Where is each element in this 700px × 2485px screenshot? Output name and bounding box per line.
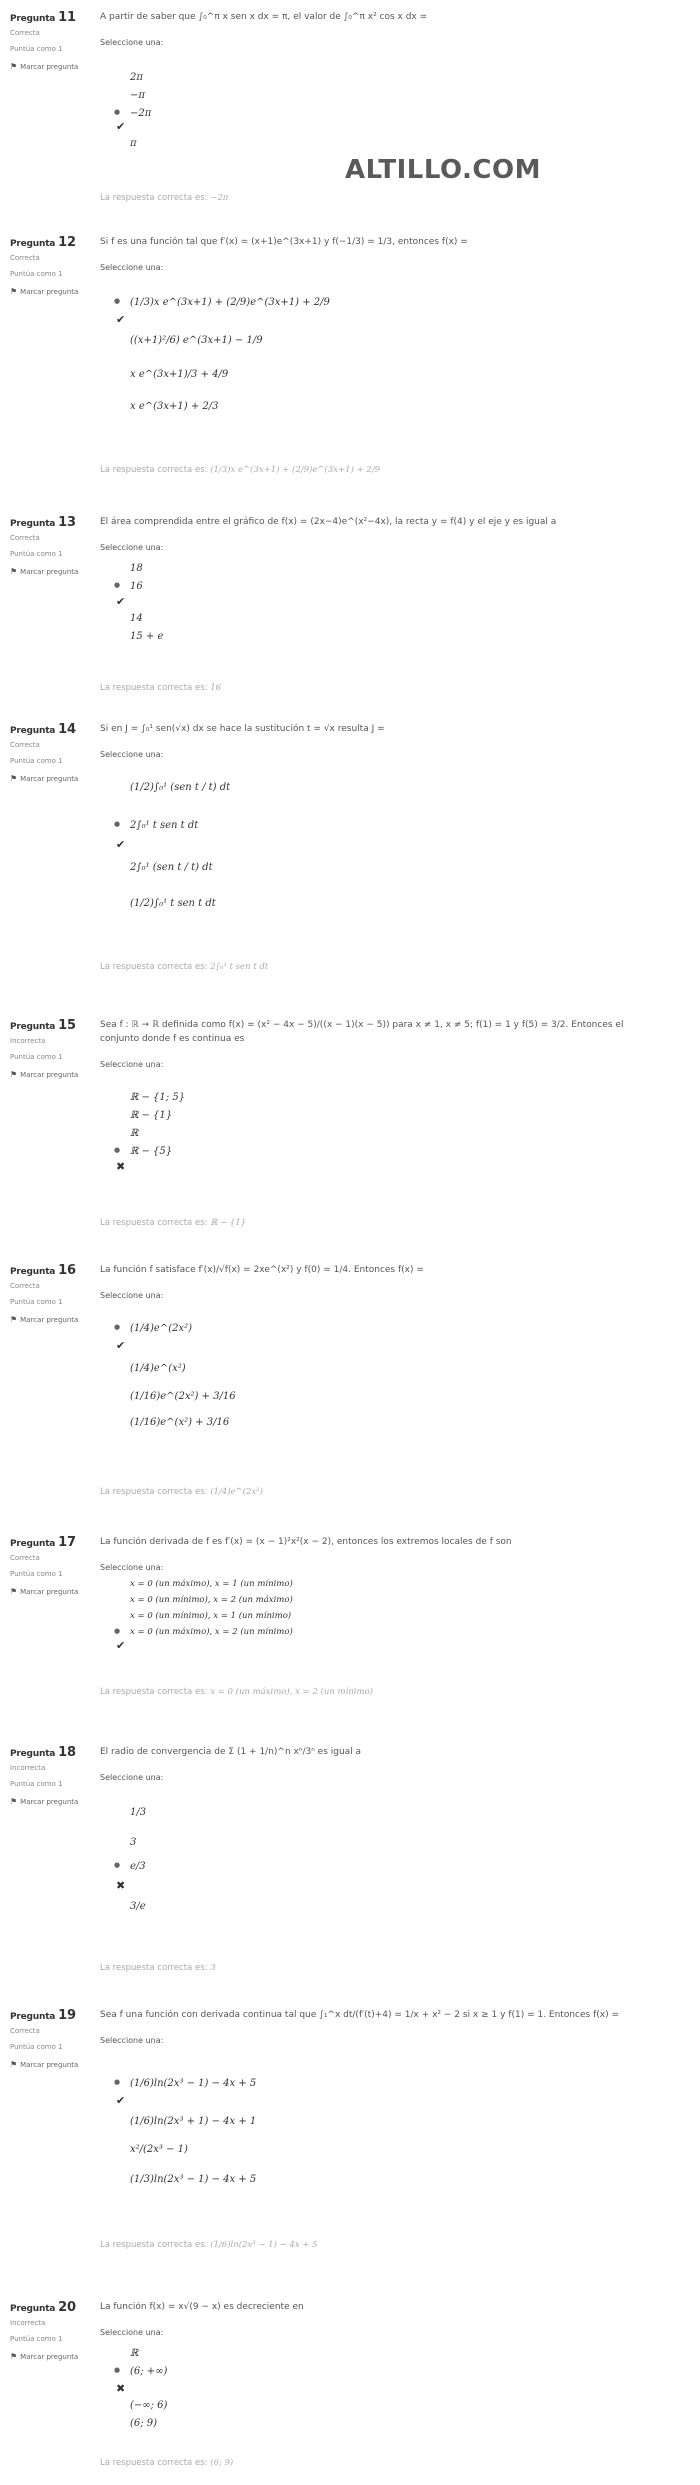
flag-icon: ⚑	[10, 567, 18, 576]
correct-answer: La respuesta correcta es: x = 0 (un máximo), x = 2 (un mínimo)	[100, 1687, 373, 1697]
option-d[interactable]: ● ℝ − {5}	[114, 1146, 173, 1157]
option-d[interactable]: 15 + e	[130, 631, 164, 642]
flag-question-button[interactable]: ⚑ Marcar pregunta	[10, 1587, 79, 1596]
question-status: Incorrecta	[10, 1037, 46, 1045]
correct-answer: La respuesta correcta es: (1/6)ln(2x³ − 1) − 4x + 5	[100, 2240, 318, 2250]
select-label: Seleccione una:	[100, 263, 164, 272]
check-icon: ✔	[116, 120, 126, 133]
question-text: Si en J = ∫₀¹ sen(√x) dx se hace la sustitución t = √x resulta J =	[100, 724, 385, 734]
option-c[interactable]: 14	[130, 613, 143, 624]
question-points: Puntúa como 1	[10, 2335, 63, 2343]
question-number: Pregunta 18	[10, 1745, 76, 1760]
question-status: Correcta	[10, 1554, 40, 1562]
option-b[interactable]: ● (6; +∞)	[114, 2366, 168, 2377]
radio-selected-icon: ●	[114, 1323, 121, 1331]
check-icon: ✔	[116, 2094, 126, 2107]
option-b[interactable]: ((x+1)²/6) e^(3x+1) − 1/9	[130, 335, 263, 346]
question-number: Pregunta 20	[10, 2300, 76, 2315]
select-label: Seleccione una:	[100, 2036, 164, 2045]
correct-answer: La respuesta correcta es: (6; 9)	[100, 2458, 234, 2468]
option-a[interactable]: ℝ − {1; 5}	[130, 1092, 186, 1103]
flag-icon: ⚑	[10, 774, 18, 783]
correct-answer: La respuesta correcta es: ℝ − {1}	[100, 1218, 247, 1228]
question-status: Incorrecta	[10, 2319, 46, 2327]
cross-icon: ✖	[116, 1879, 126, 1892]
question-number: Pregunta 15	[10, 1018, 76, 1033]
option-c[interactable]: (1/16)e^(2x²) + 3/16	[130, 1391, 236, 1402]
question-text: A partir de saber que ∫₀^π x sen x dx = π, el valor de ∫₀^π x² cos x dx =	[100, 12, 428, 22]
select-label: Seleccione una:	[100, 1563, 164, 1572]
question-points: Puntúa como 1	[10, 2043, 63, 2051]
question-number: Pregunta 11	[10, 10, 76, 25]
question-points: Puntúa como 1	[10, 550, 63, 558]
check-icon: ✔	[116, 595, 126, 608]
option-d[interactable]: (6; 9)	[130, 2418, 158, 2429]
question-points: Puntúa como 1	[10, 757, 63, 765]
question-info	[10, 10, 95, 71]
option-c[interactable]: ● e/3	[114, 1861, 146, 1872]
option-c[interactable]: (−∞; 6)	[130, 2400, 168, 2411]
select-label: Seleccione una:	[100, 1060, 164, 1069]
correct-answer: La respuesta correcta es: (1/3)x e^(3x+1) + (2/9)e^(3x+1) + 2/9	[100, 465, 381, 475]
correct-answer: La respuesta correcta es: (1/4)e^(2x²)	[100, 1487, 263, 1497]
flag-question-button[interactable]: ⚑ Marcar pregunta	[10, 774, 79, 783]
flag-question-button[interactable]: ⚑ Marcar pregunta	[10, 62, 79, 71]
cross-icon: ✖	[116, 1160, 126, 1173]
question-points: Puntúa como 1	[10, 1570, 63, 1578]
question-status: Correcta	[10, 2027, 40, 2035]
correct-answer: La respuesta correcta es: 3	[100, 1963, 216, 1973]
flag-icon: ⚑	[10, 62, 18, 71]
option-c[interactable]: ● −2π	[114, 108, 152, 119]
question-text: Si f es una función tal que f′(x) = (x+1)e^(3x+1) y f(−1/3) = 1/3, entonces f(x) =	[100, 237, 468, 247]
flag-icon: ⚑	[10, 1070, 18, 1079]
option-d[interactable]: x e^(3x+1) + 2/3	[130, 401, 219, 412]
question-text: La función f satisface f′(x)/√f(x) = 2xe^(x²) y f(0) = 1/4. Entonces f(x) =	[100, 1265, 424, 1275]
option-d[interactable]: (1/2)∫₀¹ t sen t dt	[130, 898, 216, 909]
question-number: Pregunta 13	[10, 515, 76, 530]
option-c[interactable]: ℝ	[130, 1128, 139, 1139]
question-points: Puntúa como 1	[10, 270, 63, 278]
option-a[interactable]: ℝ	[130, 2348, 139, 2359]
question-status: Correcta	[10, 1282, 40, 1290]
option-d[interactable]: π	[130, 138, 137, 149]
cross-icon: ✖	[116, 2382, 126, 2395]
check-icon: ✔	[116, 838, 126, 851]
option-c[interactable]: x²/(2x³ − 1)	[130, 2144, 188, 2155]
watermark: ALTILLO.COM	[345, 155, 541, 185]
question-text: La función derivada de f es f′(x) = (x − 1)²x²(x − 2), entonces los extremos locales de f son	[100, 1537, 512, 1547]
radio-selected-icon: ●	[114, 581, 121, 589]
option-a[interactable]: x = 0 (un máximo), x = 1 (un mínimo)	[130, 1579, 293, 1589]
radio-selected-icon: ●	[114, 297, 121, 305]
option-a[interactable]: 1/3	[130, 1807, 147, 1818]
select-label: Seleccione una:	[100, 750, 164, 759]
option-b[interactable]: ℝ − {1}	[130, 1110, 173, 1121]
option-c[interactable]: x = 0 (un mínimo), x = 1 (un mínimo)	[130, 1611, 292, 1621]
select-label: Seleccione una:	[100, 1291, 164, 1300]
option-b[interactable]: 3	[130, 1837, 137, 1848]
flag-question-button[interactable]: ⚑ Marcar pregunta	[10, 567, 79, 576]
select-label: Seleccione una:	[100, 38, 164, 47]
question-status: Correcta	[10, 29, 40, 37]
radio-selected-icon: ●	[114, 1627, 121, 1635]
question-points: Puntúa como 1	[10, 1053, 63, 1061]
question-status: Correcta	[10, 534, 40, 542]
select-label: Seleccione una:	[100, 543, 164, 552]
flag-icon: ⚑	[10, 1315, 18, 1324]
option-d[interactable]: (1/3)ln(2x³ − 1) − 4x + 5	[130, 2174, 257, 2185]
radio-selected-icon: ●	[114, 820, 121, 828]
question-number: Pregunta 17	[10, 1535, 76, 1550]
correct-answer: La respuesta correcta es: −2π	[100, 193, 229, 203]
question-number: Pregunta 19	[10, 2008, 76, 2023]
flag-icon: ⚑	[10, 2060, 18, 2069]
flag-question-button[interactable]: ⚑ Marcar pregunta	[10, 1797, 79, 1806]
question-text: La función f(x) = x√(9 − x) es decreciente en	[100, 2302, 304, 2312]
flag-icon: ⚑	[10, 1587, 18, 1596]
option-a[interactable]: (1/2)∫₀¹ (sen t / t) dt	[130, 782, 231, 793]
option-a[interactable]: 2π	[130, 72, 143, 83]
question-number: Pregunta 14	[10, 722, 76, 737]
question-status: Correcta	[10, 254, 40, 262]
question-points: Puntúa como 1	[10, 1298, 63, 1306]
question-number: Pregunta 16	[10, 1263, 76, 1278]
option-d[interactable]: (1/16)e^(x²) + 3/16	[130, 1417, 230, 1428]
flag-question-button[interactable]: ⚑ Marcar pregunta	[10, 1315, 79, 1324]
select-label: Seleccione una:	[100, 1773, 164, 1782]
flag-icon: ⚑	[10, 287, 18, 296]
select-label: Seleccione una:	[100, 2328, 164, 2337]
option-b[interactable]: x = 0 (un mínimo), x = 2 (un máximo)	[130, 1595, 293, 1605]
option-b[interactable]: ● 16	[114, 581, 143, 592]
flag-question-button[interactable]: ⚑ Marcar pregunta	[10, 1070, 79, 1079]
question-text: El área comprendida entre el gráfico de f(x) = (2x−4)e^(x²−4x), la recta y = f(4) y el eje y es igual a	[100, 517, 557, 527]
flag-question-button[interactable]: ⚑ Marcar pregunta	[10, 287, 79, 296]
check-icon: ✔	[116, 1639, 126, 1652]
option-c[interactable]: x e^(3x+1)/3 + 4/9	[130, 369, 229, 380]
option-c[interactable]: 2∫₀¹ (sen t / t) dt	[130, 862, 213, 873]
question-text: El radio de convergencia de Σ (1 + 1/n)^n xⁿ/3ⁿ es igual a	[100, 1747, 362, 1757]
option-b[interactable]: (1/6)ln(2x³ + 1) − 4x + 1	[130, 2116, 257, 2127]
radio-selected-icon: ●	[114, 1861, 121, 1869]
option-a[interactable]: ● (1/6)ln(2x³ − 1) − 4x + 5	[114, 2078, 257, 2089]
flag-icon: ⚑	[10, 1797, 18, 1806]
option-d[interactable]: 3/e	[130, 1901, 146, 1912]
question-text: Sea f una función con derivada continua tal que ∫₁^x dt/(f′(t)+4) = 1/x + x² − 2 si x ≥ 1 y f(1) = 1. Entonces f(x) =	[100, 2010, 619, 2020]
flag-question-button[interactable]: ⚑ Marcar pregunta	[10, 2352, 79, 2361]
flag-question-button[interactable]: ⚑ Marcar pregunta	[10, 2060, 79, 2069]
radio-selected-icon: ●	[114, 108, 121, 116]
question-number: Pregunta 12	[10, 235, 76, 250]
question-status: Correcta	[10, 741, 40, 749]
correct-answer: La respuesta correcta es: 2∫₀¹ t sen t dt	[100, 962, 269, 972]
option-b[interactable]: −π	[130, 90, 145, 101]
option-d[interactable]: ● x = 0 (un máximo), x = 2 (un mínimo)	[114, 1627, 293, 1637]
check-icon: ✔	[116, 1339, 126, 1352]
question-status: Incorrecta	[10, 1764, 46, 1772]
option-a[interactable]: ● (1/3)x e^(3x+1) + (2/9)e^(3x+1) + 2/9	[114, 297, 330, 308]
flag-icon: ⚑	[10, 2352, 18, 2361]
question-text: Sea f : ℝ → ℝ definida como f(x) = (x² − 4x − 5)/((x − 1)(x − 5)) para x ≠ 1, x ≠ 5; f(1) = 1 y f(5) = 3/2. Entonces el conjunto donde f es continua es	[100, 1020, 624, 1044]
correct-answer: La respuesta correcta es: 16	[100, 683, 222, 693]
question-points: Puntúa como 1	[10, 1780, 63, 1788]
radio-selected-icon: ●	[114, 2078, 121, 2086]
question-points: Puntúa como 1	[10, 45, 63, 53]
option-a[interactable]: ● (1/4)e^(2x²)	[114, 1323, 193, 1334]
radio-selected-icon: ●	[114, 1146, 121, 1154]
radio-selected-icon: ●	[114, 2366, 121, 2374]
option-a[interactable]: 18	[130, 563, 143, 574]
option-b[interactable]: ● 2∫₀¹ t sen t dt	[114, 820, 199, 831]
option-b[interactable]: (1/4)e^(x²)	[130, 1363, 186, 1374]
check-icon: ✔	[116, 313, 126, 326]
